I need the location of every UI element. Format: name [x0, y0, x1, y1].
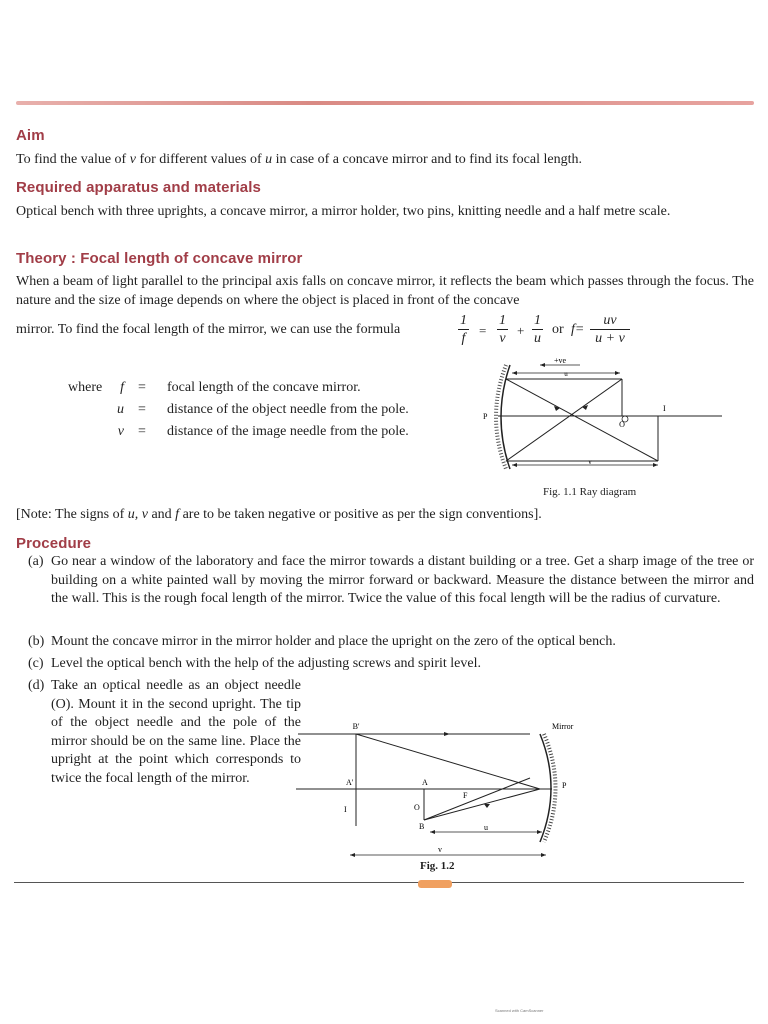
u-label: u: [564, 370, 568, 378]
definition-row: f = focal length of the concave mirror.: [120, 380, 361, 395]
reflected-ray-a: [356, 734, 540, 789]
object-label: O: [619, 420, 625, 429]
fig2-pole-label: P: [562, 781, 567, 790]
top-divider: [16, 101, 754, 105]
or-word: or: [552, 322, 564, 337]
fraction-uv-over-u-plus-v: $\frac{uv}{u + v}$: [590, 313, 630, 347]
aim-heading: Aim: [16, 127, 45, 144]
positive-direction-label: +ve: [553, 356, 567, 365]
scanner-watermark: Scanned with CamScanner: [495, 1008, 544, 1013]
definition-row: v = distance of the image needle from the pole.: [117, 424, 409, 439]
plus-sign: +: [517, 323, 525, 338]
formula-lead-text: mirror. To find the focal length of the mirror, we can use the formula: [16, 322, 401, 337]
a-label: A: [422, 778, 428, 787]
bottom-divider: [14, 882, 744, 883]
fraction-1-over-f: $\frac{1}{f}$: [460, 313, 467, 346]
orange-tape-mark: [418, 880, 452, 888]
image-label: I: [663, 404, 666, 413]
theory-text: When a beam of light parallel to the principal axis falls on concave mirror, it reflects the beam which passes through the focus. The nature and the size of image depends on where the object is placed in front of the concave: [16, 274, 754, 308]
pole-label: P: [483, 412, 488, 421]
fig2-caption: Fig. 1.2: [420, 860, 455, 872]
ray-diagram-figure: [470, 355, 740, 487]
apparatus-text: Optical bench with three uprights, a concave mirror, a mirror holder, two pins, knitting needle and a half metre scale.: [16, 204, 671, 219]
fig2-v-label: v: [438, 845, 442, 854]
reflected-ray-c: [424, 778, 530, 820]
aim-text: To find the value of v for different values of u in case of a concave mirror and to find its focal length.: [16, 152, 582, 167]
fig2-u-label: u: [484, 823, 488, 832]
equals-sign: =: [479, 323, 487, 338]
v-label: v: [588, 458, 592, 466]
reflected-ray-1: [506, 379, 658, 461]
reflected-ray-b: [424, 789, 540, 820]
page: Aim To find the value of v for different values of u in case of a concave mirror and to find its focal length. Required apparatus and materials Optical bench with three uprights, a concave mirror, a mirror holder, two pins, knitting needle and a half metre scale. Theory : Focal length of concave mirror When a beam of light parallel to the principal axis falls on concave mirror, it reflects the beam which passes through the focus. The nature and the size of image depends on where the object is placed in front of the concave mirror. To find the focal length of the mirror, we can use the formula $\frac{1}{f}$ = $\frac{1}{v}$ + $\frac{1}{u}$ or f= $\frac{uv}{u + v}$ where f = focal length of the concave mirror. u = distance of the object needle from the pole. v = distance of the image needle from the pole. +ve u O I P v Fig. 1.1 Ray diagram [Note: The signs of u, v and f are to be taken negative or positive as per the sign conventions]. Procedure (a) Go near a window of the laboratory and face the mirror towards a distant building or a tree. Get a sharp image of the tree or building on a white painted wall by moving the mirror forward or backward. Measure the distance between the mirror and the wall. This is the rough focal length of the mirror. Twice the value of this focal length will be the radius of curvature. (b) Mount the concave mirror in the mirror holder and place the upright on the zero of the optical bench. (c) Level the optical bench with the help of the adjusting screws and spirit level. (d) Take an optical needle as an object needle (O). Mount it in the second upright. The tip of the object needle and the pole of the mirror should be on the same line. Place the upright at the point which corresponds to twice the focal length of the mirror. B' Mirror P A' I A O B F u v Fig. 1.2 Scanned with CamScanner: [0, 0, 768, 1024]
fig2-mirror-arc: [540, 734, 551, 842]
where-label: where: [68, 380, 103, 395]
apparatus-heading: Required apparatus and materials: [16, 179, 261, 196]
sign-convention-note: [Note: The signs of u, v and f are to be taken negative or positive as per the sign conventions].: [16, 507, 542, 522]
fig2-object-label: O: [414, 803, 420, 812]
fig1-caption: Fig. 1.1 Ray diagram: [543, 486, 637, 498]
focal-length-formula: [16, 313, 754, 353]
theory-heading: Theory : Focal length of concave mirror: [16, 250, 303, 267]
b-prime-label: B': [352, 722, 360, 731]
reflected-ray-2: [506, 379, 622, 461]
definition-row: u = distance of the object needle from the pole.: [117, 402, 409, 417]
fraction-1-over-v: $\frac{1}{v}$: [499, 313, 506, 346]
a-prime-label: A': [346, 778, 354, 787]
procedure-heading: Procedure: [16, 535, 92, 552]
f-equals: f=: [571, 322, 585, 337]
fig2-image-label: I: [344, 805, 347, 814]
focus-label: F: [463, 791, 468, 800]
needle-setup-figure: [290, 718, 590, 860]
mirror-label: Mirror: [552, 722, 574, 731]
b-label: B: [419, 822, 425, 831]
fraction-1-over-u: $\frac{1}{u}$: [534, 313, 541, 346]
